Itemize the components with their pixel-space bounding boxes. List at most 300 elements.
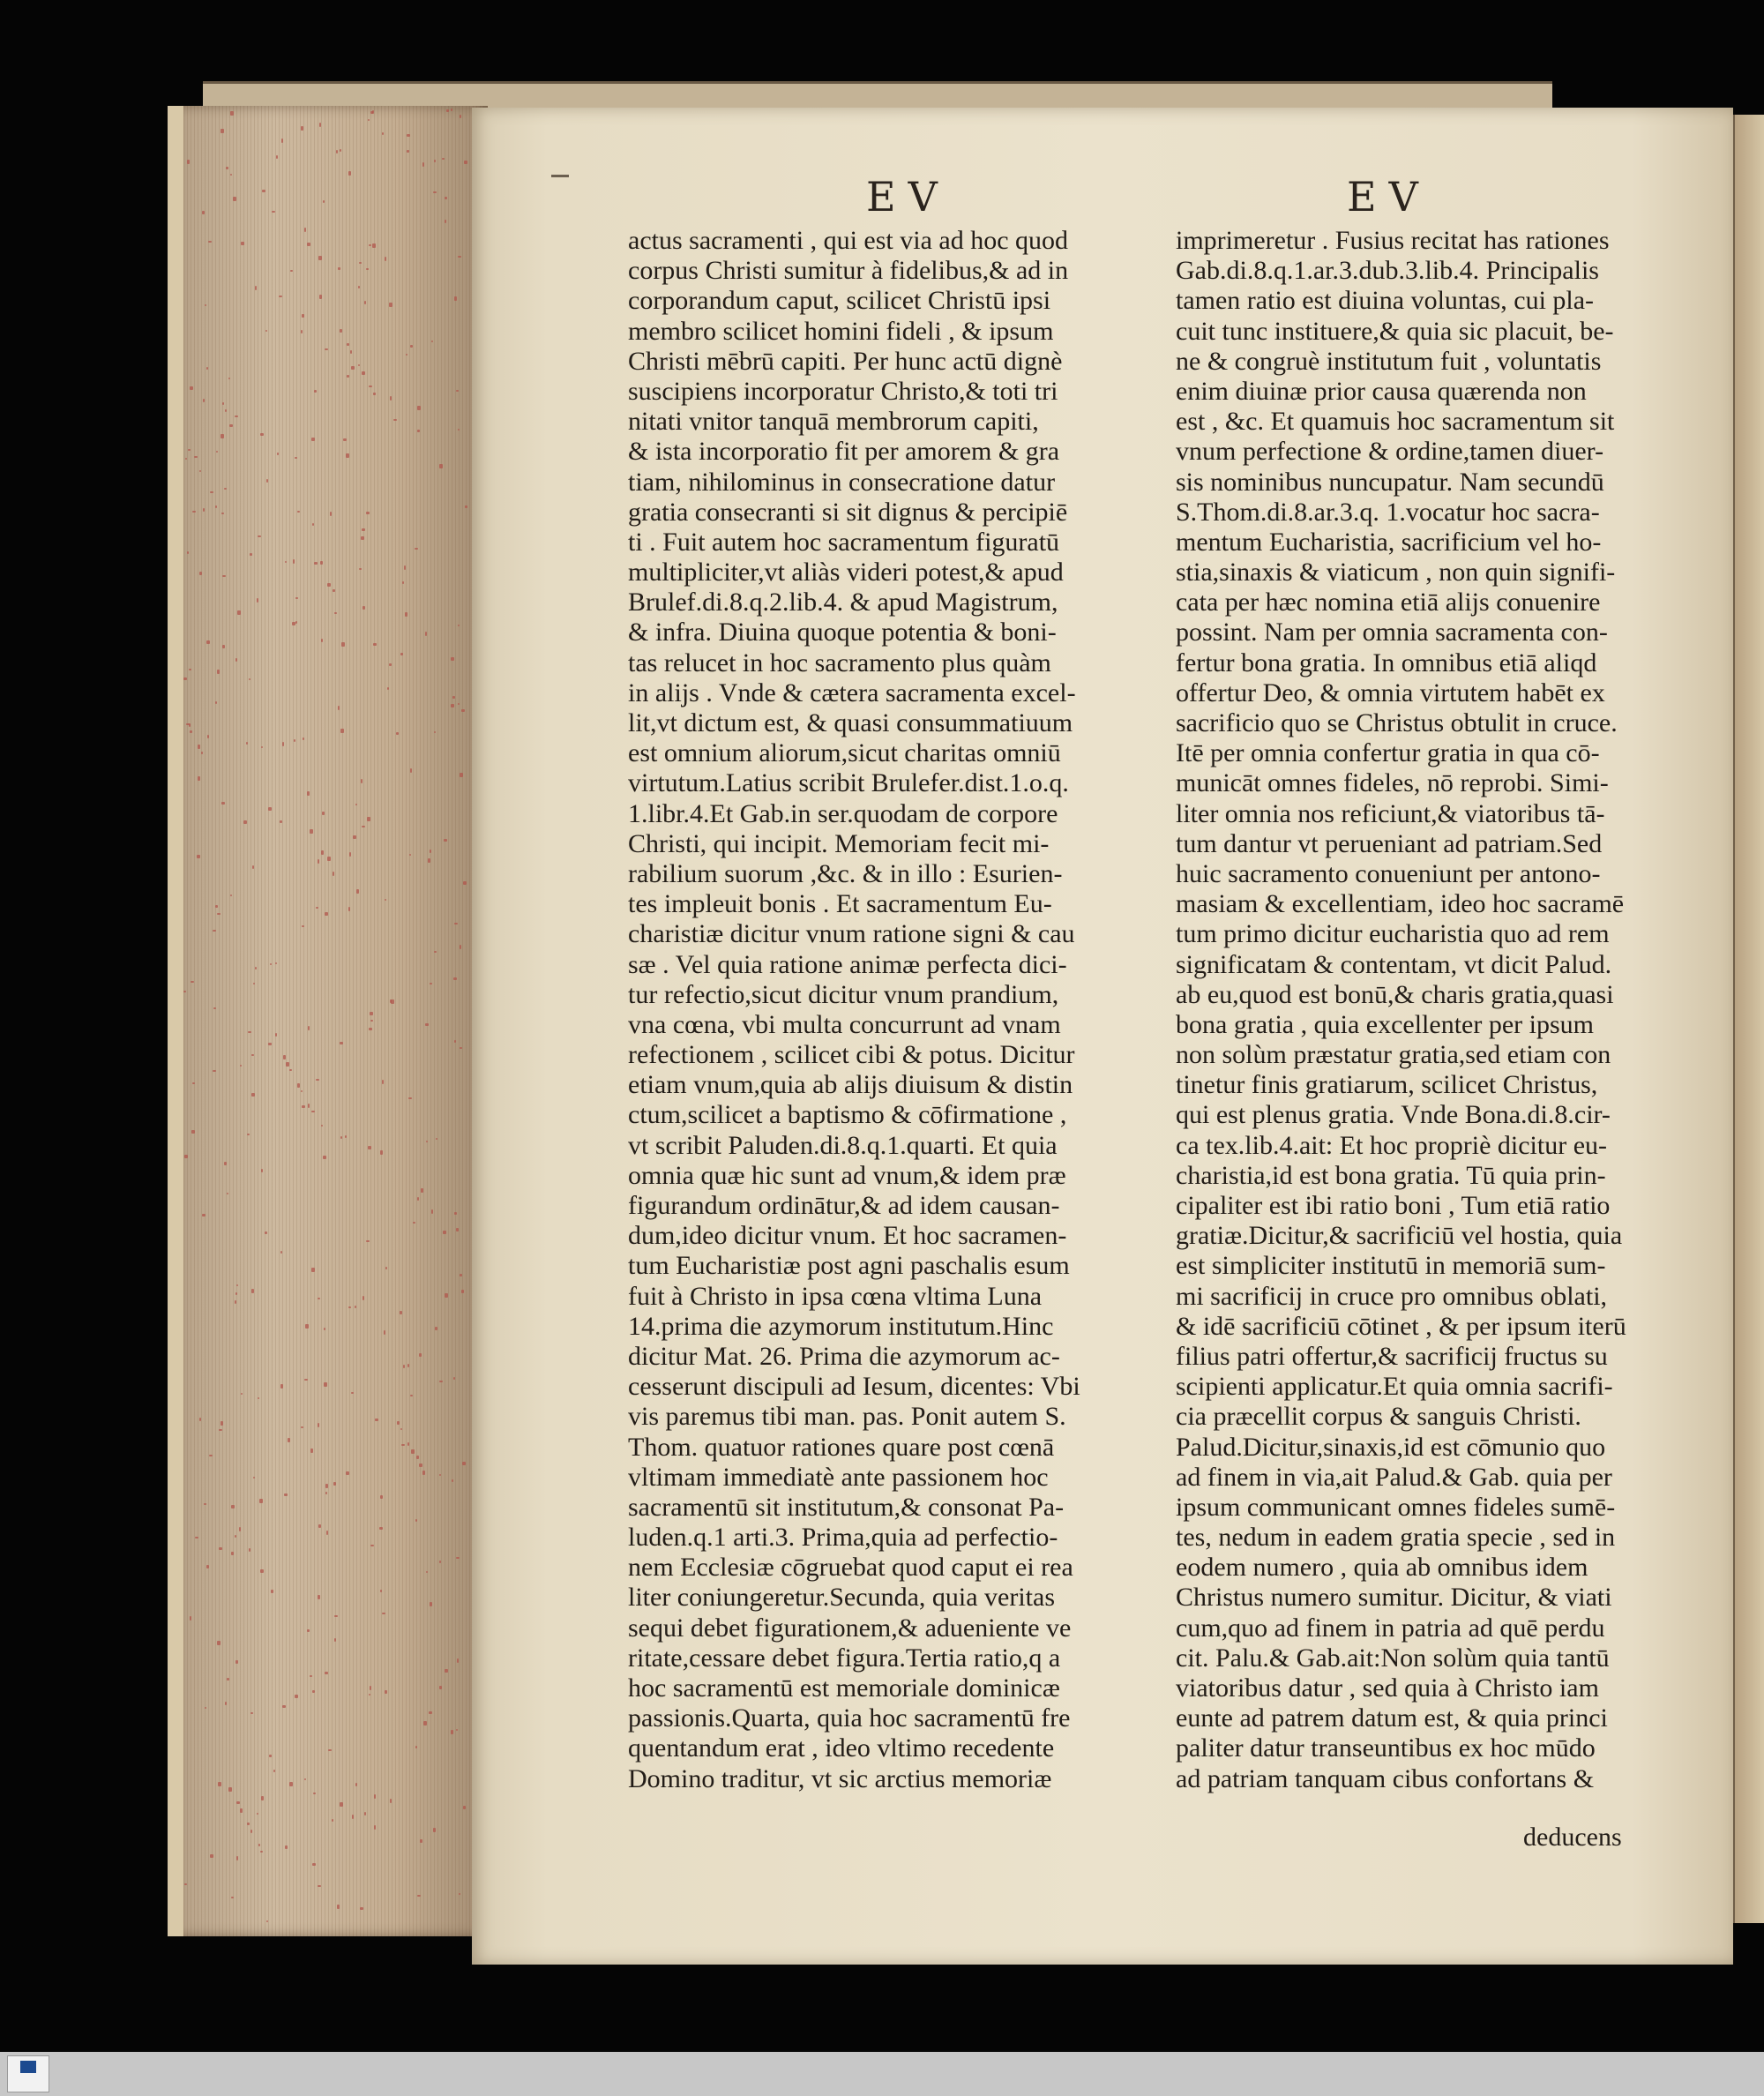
edge-speckle xyxy=(310,1675,312,1677)
text-line: lit,vt dictum est, & quasi consummatiuum xyxy=(628,708,1073,737)
edge-speckle xyxy=(333,589,335,592)
edge-speckle xyxy=(192,511,196,513)
edge-speckle xyxy=(340,729,344,733)
edge-speckle xyxy=(407,134,410,137)
edge-speckle xyxy=(385,257,386,261)
edge-speckle xyxy=(338,706,340,710)
edge-speckle xyxy=(439,1381,443,1382)
edge-speckle xyxy=(285,1845,288,1849)
edge-speckle xyxy=(253,983,255,984)
edge-speckle xyxy=(218,1782,221,1786)
text-line: ipsum communicant omnes fideles sumē- xyxy=(1176,1492,1616,1522)
text-line: luden.q.1 arti.3. Prima,quia ad perfectio- xyxy=(628,1523,1058,1553)
edge-speckle xyxy=(275,1033,277,1037)
margin-mark xyxy=(551,175,569,177)
text-line: & infra. Diuina quoque potentia & boni- xyxy=(628,618,1057,648)
edge-speckle xyxy=(358,286,360,288)
edge-speckle xyxy=(352,1815,354,1819)
edge-speckle xyxy=(319,123,321,127)
edge-speckle xyxy=(433,191,437,193)
edge-speckle xyxy=(188,449,191,451)
text-line: eunte ad patrem datum est, & quia princi xyxy=(1176,1703,1608,1733)
text-line: Christi mēbrū capiti. Per hunc actū dignè xyxy=(628,346,1063,376)
text-line: cuit tunc instituere,& quia sic placuit, be- xyxy=(1176,316,1614,346)
edge-speckle xyxy=(198,745,200,749)
edge-speckle xyxy=(316,1079,319,1081)
edge-speckle xyxy=(252,865,254,869)
edge-speckle xyxy=(295,457,297,459)
edge-speckle xyxy=(430,983,432,984)
edge-speckle xyxy=(328,1749,332,1751)
text-line: tas relucet in hoc sacramento plus quàm xyxy=(628,648,1051,677)
edge-speckle xyxy=(325,348,328,350)
edge-speckle xyxy=(236,1284,238,1286)
edge-speckle xyxy=(415,548,418,550)
edge-speckle xyxy=(348,1306,351,1308)
edge-speckle xyxy=(185,458,187,460)
edge-speckle xyxy=(452,1479,453,1482)
edge-speckle xyxy=(405,612,407,617)
edge-speckle xyxy=(401,1444,405,1446)
edge-speckle xyxy=(235,1660,238,1664)
edge-speckle xyxy=(453,1377,455,1380)
edge-speckle xyxy=(400,653,403,655)
edge-speckle xyxy=(451,109,452,111)
edge-speckle xyxy=(454,1040,456,1043)
edge-speckle xyxy=(283,1055,286,1059)
edge-speckle xyxy=(374,1825,376,1830)
edge-speckle xyxy=(375,1419,378,1421)
edge-speckle xyxy=(324,1328,325,1330)
edge-speckle xyxy=(205,304,206,306)
text-line: Itē per omnia confertur gratia in qua cō- xyxy=(1176,738,1600,768)
text-line: refectionem , scilicet cibi & potus. Dicitur xyxy=(628,1040,1075,1070)
edge-speckle xyxy=(347,343,349,346)
edge-speckle xyxy=(340,1136,342,1139)
edge-speckle xyxy=(340,1042,343,1044)
text-line: tiam, nihilominus in consecratione datur xyxy=(628,467,1056,497)
edge-speckle xyxy=(221,802,225,805)
edge-speckle xyxy=(206,640,210,644)
edge-speckle xyxy=(446,109,449,112)
edge-speckle xyxy=(219,1547,222,1550)
text-line: Brulef.di.8.q.2.lib.4. & apud Magistrum, xyxy=(628,588,1058,618)
edge-speckle xyxy=(203,508,205,512)
text-line: in alijs . Vnde & cætera sacramenta excel- xyxy=(628,677,1076,707)
edge-speckle xyxy=(304,1379,308,1381)
edge-speckle xyxy=(366,512,370,514)
edge-speckle xyxy=(206,1565,209,1568)
edge-speckle xyxy=(410,1395,413,1396)
text-line: Christi, qui incipit. Memoriam fecit mi- xyxy=(628,828,1050,858)
edge-speckle xyxy=(389,663,392,666)
edge-speckle xyxy=(435,1327,437,1330)
edge-speckle xyxy=(251,1093,255,1097)
edge-speckle xyxy=(265,1231,267,1234)
text-line: hoc sacramentū est memoriale dominicæ xyxy=(628,1673,1060,1703)
edge-speckle xyxy=(257,598,258,603)
edge-speckle xyxy=(302,1105,305,1108)
viewer-bottom-bar xyxy=(0,2052,1764,2096)
edge-speckle xyxy=(227,1678,229,1681)
text-line: mi sacrificij in cruce pro omnibus oblati, xyxy=(1176,1281,1608,1311)
edge-speckle xyxy=(359,568,362,570)
text-line: est , &c. Et quamuis hoc sacramentum sit xyxy=(1176,407,1615,437)
edge-speckle xyxy=(370,1686,371,1690)
edge-speckle xyxy=(199,1418,201,1421)
edge-speckle xyxy=(380,1590,382,1592)
edge-speckle xyxy=(251,1289,254,1293)
text-line: vis paremus tibi man. pas. Ponit autem S. xyxy=(628,1402,1066,1432)
edge-speckle xyxy=(456,1557,460,1559)
text-line: tes impleuit bonis . Et sacramentum Eu- xyxy=(628,889,1052,919)
text-line: 14.prima die azymorum institutum.Hinc xyxy=(628,1311,1054,1341)
edge-speckle xyxy=(353,835,356,839)
edge-speckle xyxy=(222,402,224,405)
edge-speckle xyxy=(301,126,303,131)
edge-speckle xyxy=(429,1711,432,1714)
edge-speckle xyxy=(451,657,454,661)
edge-speckle xyxy=(189,669,191,670)
edge-speckle xyxy=(458,625,460,626)
edge-speckle xyxy=(184,1883,187,1885)
text-line: virtutum.Latius scribit Brulefer.dist.1.o.q. xyxy=(628,768,1069,798)
text-line: nitati vnitor tanquā membrorum capiti, xyxy=(628,407,1039,437)
edge-speckle xyxy=(311,1111,315,1112)
text-line: sis nominibus nuncupatur. Nam secundū xyxy=(1176,467,1604,497)
text-line: dicitur Mat. 26. Prima die azymorum ac- xyxy=(628,1341,1060,1371)
edge-speckle xyxy=(458,256,461,258)
edge-speckle xyxy=(417,1895,421,1897)
edge-speckle xyxy=(425,632,427,636)
edge-speckle xyxy=(422,1471,425,1475)
catchword: deducens xyxy=(1523,1823,1622,1852)
edge-speckle xyxy=(430,850,431,853)
edge-speckle xyxy=(231,1897,234,1898)
edge-speckle xyxy=(261,1796,264,1800)
edge-speckle xyxy=(322,812,325,815)
edge-speckle xyxy=(275,962,277,964)
edge-speckle xyxy=(246,742,248,745)
edge-speckle xyxy=(347,375,349,378)
edge-speckle xyxy=(393,419,397,421)
text-line: liter coniungeretur.Secunda, quia veritas xyxy=(628,1583,1055,1613)
text-line: offertur Deo, & omnia virtutem habēt ex xyxy=(1176,677,1605,707)
text-line: imprimeretur . Fusius recitat has rationes xyxy=(1176,226,1610,255)
edge-speckle xyxy=(228,378,230,379)
edge-speckle xyxy=(389,303,392,307)
text-line: mentum Eucharistia, sacrificium vel ho- xyxy=(1176,527,1602,557)
edge-speckle xyxy=(431,1209,433,1214)
edge-speckle xyxy=(250,1712,253,1714)
text-line: ctum,scilicet a baptismo & cōfirmatione , xyxy=(628,1100,1067,1130)
edge-speckle xyxy=(183,991,186,992)
edge-speckle xyxy=(416,1456,419,1459)
edge-speckle xyxy=(400,1311,402,1314)
edge-speckle xyxy=(367,817,370,821)
edge-speckle xyxy=(190,730,192,733)
edge-speckle xyxy=(233,197,236,201)
edge-speckle xyxy=(201,752,203,754)
text-line: tum dantur vt perueniant ad patriam.Sed xyxy=(1176,828,1603,858)
text-line: Gab.di.8.q.1.ar.3.dub.3.lib.4. Principalis xyxy=(1176,256,1599,286)
text-line: vnum perfectione & ordine,tamen diuer- xyxy=(1176,437,1604,467)
edge-speckle xyxy=(407,1442,409,1446)
edge-speckle xyxy=(266,1920,268,1922)
edge-speckle xyxy=(269,1755,272,1757)
edge-speckle xyxy=(224,1162,227,1165)
text-line: significatam & contentam, vt dicit Palud. xyxy=(1176,949,1612,979)
edge-speckle xyxy=(239,1527,241,1531)
edge-speckle xyxy=(270,963,272,965)
edge-speckle xyxy=(191,1130,195,1134)
edge-speckle xyxy=(261,1169,263,1172)
edge-speckle xyxy=(308,1104,310,1108)
text-line: tinetur finis gratiarum, scilicet Christus, xyxy=(1176,1070,1598,1100)
edge-speckle xyxy=(190,1616,191,1621)
edge-speckle xyxy=(456,1228,459,1231)
text-line: corporandum caput, scilicet Christū ipsi xyxy=(628,286,1051,316)
edge-speckle xyxy=(345,1135,347,1138)
edge-speckle xyxy=(253,1477,255,1478)
text-line: ad finem in via,ait Palud.& Gab. quia per xyxy=(1176,1462,1612,1492)
edge-speckle xyxy=(235,658,237,662)
text-line: masiam & excellentiam, ideo hoc sacramē xyxy=(1176,889,1625,919)
text-line: est simpliciter institutū in memoriā sum- xyxy=(1176,1251,1606,1281)
edge-speckle xyxy=(226,167,228,169)
edge-speckle xyxy=(404,565,406,570)
edge-speckle xyxy=(369,1028,372,1030)
edge-speckle xyxy=(314,562,318,565)
edge-speckle xyxy=(461,1290,464,1293)
edge-speckle xyxy=(456,1729,458,1731)
text-line: fertur bona gratia. In omnibus etiā aliqd xyxy=(1176,648,1597,677)
edge-speckle xyxy=(368,1146,371,1149)
edge-speckle xyxy=(420,1839,422,1843)
edge-speckle xyxy=(279,296,282,297)
edge-speckle xyxy=(382,1080,384,1084)
edge-speckle xyxy=(213,1070,216,1072)
text-line: stia,sinaxis & viaticum , non quin signifi- xyxy=(1176,558,1616,588)
text-line: vna cœna, vbi multa concurrunt ad vnam xyxy=(628,1009,1061,1039)
text-line: bona gratia , quia excellenter per ipsum xyxy=(1176,1009,1594,1039)
edge-speckle xyxy=(355,804,357,805)
edge-speckle xyxy=(380,1495,383,1499)
edge-speckle xyxy=(385,1267,387,1269)
text-line: Thom. quatuor rationes quare post cœnā xyxy=(628,1432,1055,1462)
edge-speckle xyxy=(341,642,345,647)
edge-speckle xyxy=(456,390,459,392)
edge-speckle xyxy=(277,453,279,455)
edge-speckle xyxy=(439,1561,441,1563)
edge-speckle xyxy=(422,162,424,167)
edge-speckle xyxy=(225,1702,227,1705)
edge-speckle xyxy=(215,701,217,704)
edge-speckle xyxy=(280,820,282,823)
edge-speckle xyxy=(282,1705,286,1708)
edge-speckle xyxy=(463,881,467,885)
edge-speckle xyxy=(318,1423,319,1427)
edge-speckle xyxy=(305,1324,309,1329)
edge-speckle xyxy=(249,678,250,680)
text-line: corpus Christi sumitur à fidelibus,& ad in xyxy=(628,256,1069,286)
edge-speckle xyxy=(284,1493,288,1496)
edge-speckle xyxy=(228,1787,232,1792)
text-line: S.Thom.di.8.ar.3.q. 1.vocatur hoc sacra- xyxy=(1176,497,1600,527)
edge-speckle xyxy=(333,872,334,876)
edge-speckle xyxy=(370,1545,374,1546)
edge-speckle xyxy=(293,559,295,564)
edge-speckle xyxy=(327,583,331,587)
edge-speckle xyxy=(297,1083,300,1088)
edge-speckle xyxy=(294,739,295,742)
edge-speckle xyxy=(237,610,241,615)
edge-speckle xyxy=(183,677,187,680)
edge-speckle xyxy=(366,268,369,270)
text-line: tum primo dicitur eucharistia quo ad rem xyxy=(1176,919,1610,949)
text-line: omnia quæ hic sunt ad vnum,& idem præ xyxy=(628,1160,1066,1190)
text-line: charistiæ dicitur vnum ratione signi & cau xyxy=(628,919,1075,949)
text-line: ca tex.lib.4.ait: Et hoc propriè dicitur eu- xyxy=(1176,1130,1607,1160)
edge-speckle xyxy=(439,1474,441,1476)
edge-speckle xyxy=(259,1499,263,1503)
text-line: non solùm præstatur gratia,sed etiam con xyxy=(1176,1040,1611,1070)
text-line: cia præcellit corpus & sanguis Christi. xyxy=(1176,1402,1581,1432)
edge-speckle xyxy=(295,597,298,599)
edge-speckle xyxy=(373,643,377,646)
edge-speckle xyxy=(220,129,224,133)
edge-speckle xyxy=(360,1907,363,1910)
text-line: ti . Fuit autem hoc sacramentum figuratū xyxy=(628,527,1060,557)
edge-speckle xyxy=(215,905,218,908)
edge-speckle xyxy=(230,895,232,896)
edge-speckle xyxy=(213,930,216,932)
text-line: liter omnia nos reficiunt,& viatoribus tā- xyxy=(1176,798,1605,828)
edge-speckle xyxy=(273,1770,275,1772)
edge-speckle xyxy=(454,1212,457,1215)
edge-speckle xyxy=(236,1856,238,1860)
edge-speckle xyxy=(321,639,323,642)
edge-speckle xyxy=(425,1023,429,1026)
edge-speckle xyxy=(262,190,265,192)
edge-speckle xyxy=(235,415,238,417)
edge-speckle xyxy=(247,1134,250,1135)
edge-speckle xyxy=(303,737,304,740)
edge-speckle xyxy=(301,1426,303,1428)
edge-speckle xyxy=(445,220,446,223)
edge-speckle xyxy=(417,430,420,432)
edge-speckle xyxy=(407,1364,409,1367)
edge-speckle xyxy=(460,945,461,949)
edge-speckle xyxy=(231,1505,235,1508)
edge-speckle xyxy=(266,479,268,483)
edge-speckle xyxy=(409,854,411,856)
edge-speckle xyxy=(285,561,287,563)
edge-speckle xyxy=(207,735,209,738)
edge-speckle xyxy=(439,1686,442,1689)
edge-speckle xyxy=(426,1571,428,1573)
edge-speckle xyxy=(370,1012,373,1015)
text-line: paliter datur transeuntibus ex hoc mūdo xyxy=(1176,1733,1596,1763)
edge-speckle xyxy=(314,390,317,393)
edge-speckle xyxy=(461,709,465,712)
edge-speckle xyxy=(364,301,366,304)
edge-speckle xyxy=(286,1062,289,1067)
edge-speckle xyxy=(323,1156,326,1159)
edge-speckle xyxy=(320,561,323,565)
text-line: municāt omnes fideles, nō reprobi. Simi- xyxy=(1176,768,1609,798)
edge-speckle xyxy=(369,386,372,387)
text-line: filius patri offertur,& sacrificij fructus su xyxy=(1176,1341,1608,1371)
edge-speckle xyxy=(318,1885,321,1887)
edge-speckle xyxy=(370,1020,373,1022)
edge-speckle xyxy=(313,1793,316,1794)
edge-speckle xyxy=(250,1830,252,1833)
edge-speckle xyxy=(258,1397,259,1399)
text-line: & idē sacrificiū cōtinet , & per ipsum iterū xyxy=(1176,1311,1626,1341)
edge-speckle xyxy=(292,622,295,625)
edge-speckle xyxy=(373,393,376,395)
edge-speckle xyxy=(202,211,205,214)
edge-speckle xyxy=(311,438,315,441)
edge-speckle xyxy=(361,779,363,783)
edge-speckle xyxy=(436,1138,437,1140)
text-line: ab eu,quod est bonū,& charis gratia,quasi xyxy=(1176,979,1614,1009)
edge-speckle xyxy=(348,907,350,911)
edge-speckle xyxy=(310,1448,313,1453)
edge-speckle xyxy=(241,1393,243,1395)
edge-speckle xyxy=(258,535,261,537)
edge-speckle xyxy=(442,158,445,160)
text-line: actus sacramenti , qui est via ad hoc quod xyxy=(628,226,1069,255)
text-line: gratia consecranti si sit dignus & percipiē xyxy=(628,497,1068,527)
edge-speckle xyxy=(307,791,310,796)
text-line: dum,ideo dicitur vnum. Et hoc sacramen- xyxy=(628,1221,1067,1251)
edge-speckle xyxy=(391,999,394,1004)
edge-speckle xyxy=(350,350,352,354)
text-line: est omnium aliorum,sicut charitas omniū xyxy=(628,738,1061,768)
edge-speckle xyxy=(312,1690,315,1693)
edge-speckle xyxy=(318,256,322,260)
text-line: multipliciter,vt aliàs videri potest,& apud xyxy=(628,558,1064,588)
edge-speckle xyxy=(397,1421,400,1425)
edge-speckle xyxy=(247,1823,250,1825)
edge-speckle xyxy=(261,746,263,748)
edge-speckle xyxy=(210,1854,213,1858)
edge-speckle xyxy=(199,470,201,472)
edge-speckle xyxy=(198,776,200,781)
edge-speckle xyxy=(219,1429,222,1431)
edge-speckle xyxy=(338,267,340,270)
text-line: rabilium suorum ,&c. & in illo : Esurien- xyxy=(628,858,1063,888)
edge-speckle xyxy=(419,1463,422,1467)
edge-speckle xyxy=(334,1638,336,1642)
edge-speckle xyxy=(321,850,324,855)
text-line: passionis.Quarta, quia hoc sacramentū fre xyxy=(628,1703,1071,1733)
edge-speckle xyxy=(325,1672,328,1674)
edge-speckle xyxy=(205,1707,206,1709)
edge-speckle xyxy=(312,523,314,526)
text-line: Christus numero sumitur. Dicitur, & viati xyxy=(1176,1583,1612,1613)
edge-speckle xyxy=(349,852,351,857)
edge-speckle xyxy=(402,581,404,584)
edge-speckle xyxy=(260,1851,263,1853)
edge-speckle xyxy=(460,115,461,118)
edge-speckle xyxy=(351,1392,354,1394)
edge-speckle xyxy=(189,723,191,727)
edge-speckle xyxy=(308,1026,310,1030)
edge-speckle xyxy=(444,839,447,842)
